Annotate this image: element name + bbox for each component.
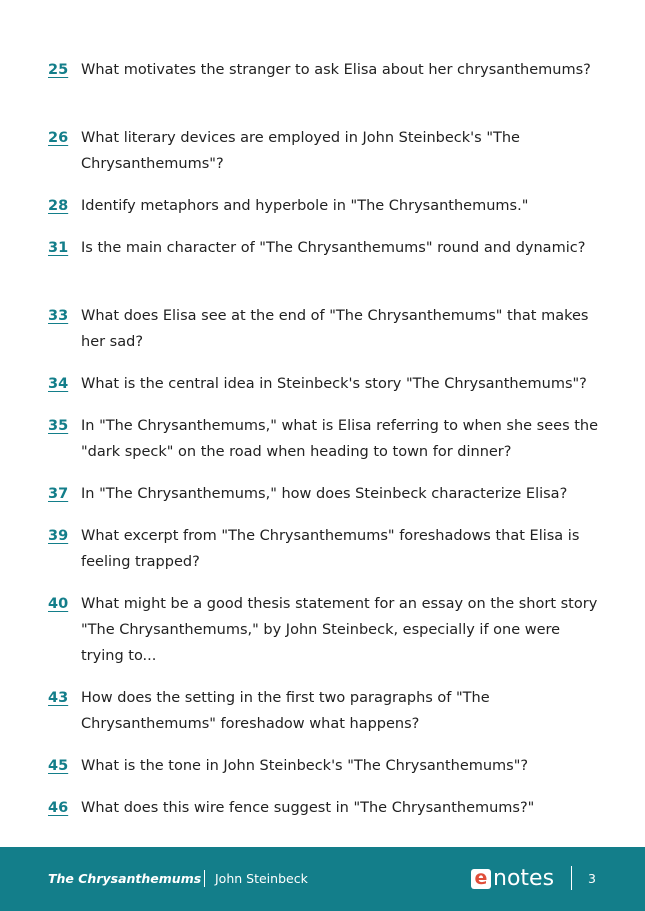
- question-item: [48, 795, 608, 821]
- enotes-logo: [471, 867, 554, 891]
- question-number-link[interactable]: 37: [48, 486, 69, 502]
- question-number-link[interactable]: 25: [48, 62, 69, 78]
- question-item: [48, 235, 608, 261]
- question-text: What is the central idea in Steinbeck's story "The Chrysanthemums"?: [81, 376, 587, 392]
- footer-divider: [571, 866, 572, 890]
- question-number-link[interactable]: 26: [48, 130, 69, 146]
- question-item: [48, 753, 608, 779]
- question-text: Identify metaphors and hyperbole in "The Chrysanthemums.": [81, 198, 529, 214]
- question-number-link[interactable]: 35: [48, 418, 69, 434]
- question-text: What excerpt from "The Chrysanthemums" foreshadows that Elisa is feeling trapped?: [81, 528, 580, 570]
- question-item: [48, 413, 608, 465]
- question-item: [48, 685, 608, 737]
- logo-e-icon: e: [471, 869, 491, 889]
- question-text: What literary devices are employed in John Steinbeck's "The Chrysanthemums"?: [81, 130, 520, 172]
- question-number-link[interactable]: 39: [48, 528, 69, 544]
- question-number-link[interactable]: 46: [48, 800, 69, 816]
- question-number-link[interactable]: 40: [48, 596, 69, 612]
- question-text: What motivates the stranger to ask Elisa about her chrysanthemums?: [81, 62, 591, 78]
- question-number-link[interactable]: 45: [48, 758, 69, 774]
- question-number-link[interactable]: 43: [48, 690, 69, 706]
- question-number-link[interactable]: 28: [48, 198, 69, 214]
- question-number-link[interactable]: 34: [48, 376, 69, 392]
- question-text: In "The Chrysanthemums," how does Steinbeck characterize Elisa?: [81, 486, 568, 502]
- question-item: [48, 125, 608, 177]
- question-item: [48, 303, 608, 355]
- footer-book-title: The Chrysanthemums: [48, 871, 202, 886]
- question-item: [48, 481, 608, 507]
- question-text: Is the main character of "The Chrysanthemums" round and dynamic?: [81, 240, 586, 256]
- question-item: [48, 523, 608, 575]
- page-number: 3: [588, 871, 596, 886]
- question-text: In "The Chrysanthemums," what is Elisa referring to when she sees the "dark speck" on the road when heading to town for dinner?: [81, 418, 599, 460]
- question-number-link[interactable]: 33: [48, 308, 69, 324]
- question-number-link[interactable]: 31: [48, 240, 69, 256]
- page-footer: [0, 847, 645, 911]
- question-item: [48, 591, 608, 669]
- footer-divider: [204, 870, 205, 887]
- logo-wordmark: notes: [493, 866, 555, 891]
- question-item: [48, 57, 608, 83]
- question-text: What does Elisa see at the end of "The Chrysanthemums" that makes her sad?: [81, 308, 589, 350]
- question-item: [48, 371, 608, 397]
- footer-author: John Steinbeck: [215, 871, 308, 886]
- question-text: What is the tone in John Steinbeck's "The Chrysanthemums"?: [81, 758, 529, 774]
- question-text: How does the setting in the first two paragraphs of "The Chrysanthemums" foreshadow what happens?: [81, 690, 490, 732]
- question-text: What might be a good thesis statement for an essay on the short story "The Chrysanthemums," by John Steinbeck, especially if one were trying to...: [81, 596, 598, 664]
- question-text: What does this wire fence suggest in "The Chrysanthemums?": [81, 800, 535, 816]
- question-item: [48, 193, 608, 219]
